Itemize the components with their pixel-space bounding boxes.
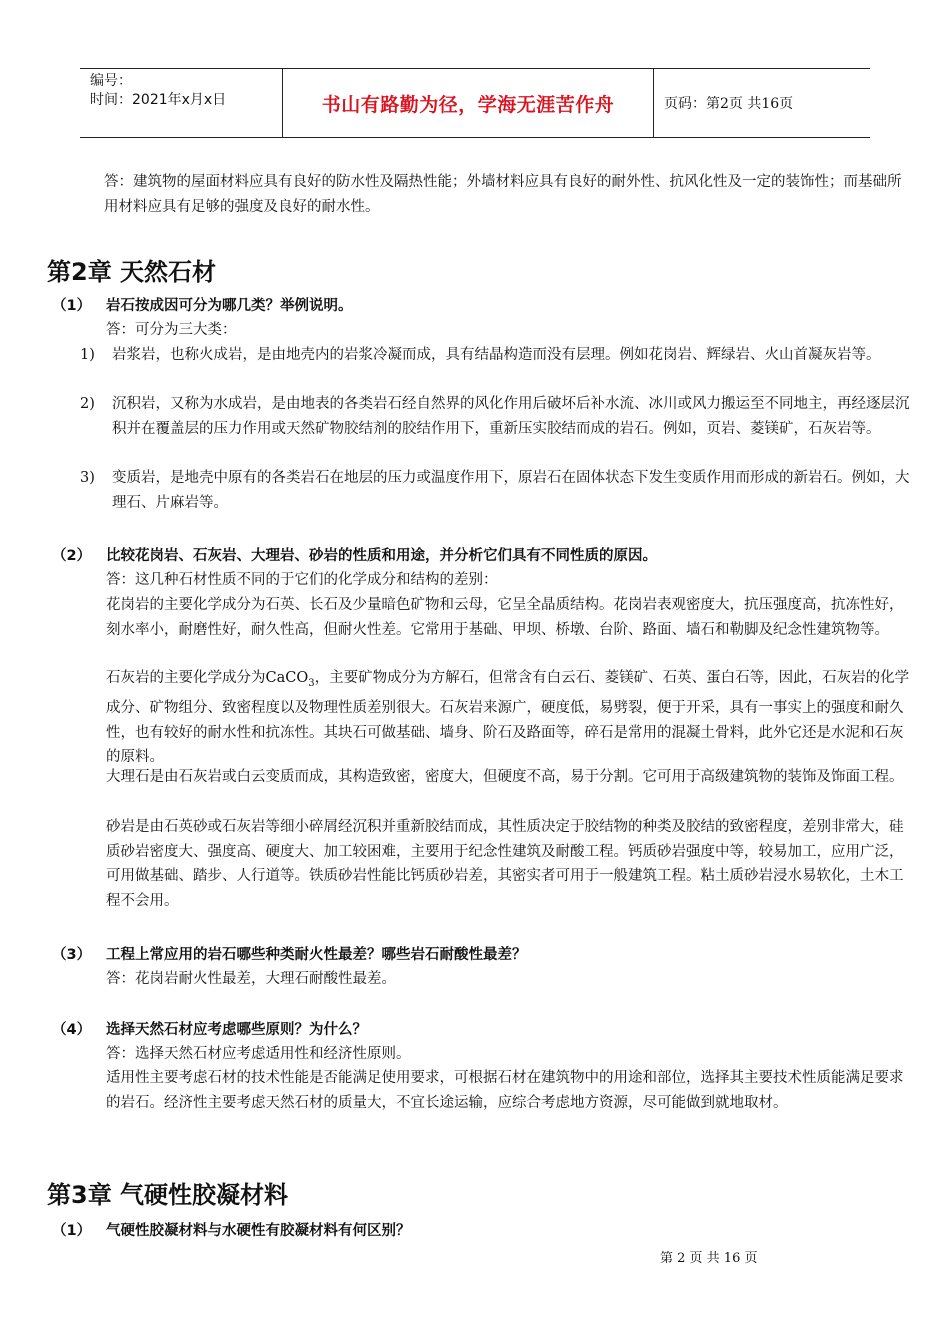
limestone-text-a: 石灰岩的主要化学成分为CaCO	[106, 670, 309, 686]
intro-answer: 答：建筑物的屋面材料应具有良好的防水性及隔热性能；外墙材料应具有良好的耐外性、抗风化性及一定的装饰性；而基础所用材料应具有足够的强度及良好的耐水性。	[104, 174, 902, 215]
question-2-2	[52, 544, 657, 565]
question-text: 比较花岗岩、石灰岩、大理岩、砂岩的性质和用途，并分析它们具有不同性质的原因。	[106, 548, 657, 564]
question-number: （1）	[52, 298, 92, 314]
question-2-3	[52, 943, 527, 964]
header-page-label: 页码：第2页 共16页	[664, 96, 794, 112]
marble-paragraph: 大理石是由石灰岩或白云变质而成，其构造致密，密度大，但硬度不高，易于分割。它可用于高级建筑物的装饰及饰面工程。	[106, 769, 904, 785]
chapter-2-title: 第2章 天然石材	[47, 258, 217, 286]
header-page-cell	[654, 69, 870, 137]
question-text: 选择天然石材应考虑哪些原则？为什么？	[106, 1022, 367, 1038]
question-2-1	[52, 294, 353, 315]
sandstone-paragraph: 砂岩是由石英砂或石灰岩等细小碎屑经沉积并重新胶结而成，其性质决定于胶结物的种类及胶结的致密程度，差别非常大，硅质砂岩密度大、强度高、硬度大、加工较困难，主要用于纪念性建筑及耐酸工程。钙质砂岩强度中等，较易加工，应用广泛，可用做基础、踏步、人行道等。铁质砂岩性能比钙质砂岩差，其密实者可用于一般建筑工程。粘土质砂岩浸水易软化，土木工程不会用。	[106, 819, 904, 909]
header-date-label: 时间：2021年x月x日	[90, 92, 227, 108]
page-header	[80, 68, 870, 138]
answer-intro: 答：可分为三大类：	[106, 322, 237, 338]
page-footer: 第 2 页 共 16 页	[660, 1251, 758, 1266]
question-number: （4）	[52, 1022, 92, 1038]
header-motto: 书山有路勤为径，学海无涯苦作舟	[321, 93, 615, 116]
answer-body: 适用性主要考虑石材的技术性能是否能满足使用要求，可根据石材在建筑物中的用途和部位，选择其主要技术性质能满足要求的岩石。经济性主要考虑天然石材的质量大，不宜长途运输，应综合考虑地方资源，尽可能做到就地取材。	[106, 1070, 904, 1111]
question-2-4	[52, 1018, 367, 1039]
question-number: （3）	[52, 947, 92, 963]
list-item-number: 3)	[80, 470, 95, 486]
limestone-subscript: 3	[308, 677, 315, 689]
question-3-1	[52, 1219, 411, 1240]
list-item-number: 2)	[80, 396, 95, 412]
header-motto-cell	[282, 69, 654, 137]
question-number: （2）	[52, 548, 92, 564]
list-item-text: 岩浆岩，也称火成岩，是由地壳内的岩浆冷凝而成，具有结晶构造而没有层理。例如花岗岩、辉绿岩、火山首凝灰岩等。	[112, 347, 881, 363]
list-item	[80, 466, 910, 515]
list-item	[80, 343, 910, 368]
list-item-number: 1)	[80, 347, 95, 363]
answer-intro: 答：这几种石材性质不同的于它们的化学成分和结构的差别：	[106, 572, 498, 588]
chapter-3-title: 第3章 气硬性胶凝材料	[47, 1181, 289, 1209]
list-item-text: 变质岩，是地壳中原有的各类岩石在地层的压力或温度作用下，原岩石在固体状态下发生变质作用而形成的新岩石。例如，大理石、片麻岩等。	[112, 470, 910, 511]
question-text: 岩石按成因可分为哪几类？举例说明。	[106, 298, 353, 314]
header-number-label: 编号：	[90, 73, 132, 89]
answer-text: 答：花岗岩耐火性最差，大理石耐酸性最差。	[106, 971, 396, 987]
header-meta	[80, 69, 282, 137]
granite-paragraph: 花岗岩的主要化学成分为石英、长石及少量暗色矿物和云母，它呈全晶质结构。花岗岩表观密度大，抗压强度高，抗冻性好，刻水率小，耐磨性好，耐久性高，但耐火性差。它常用于基础、甲坝、桥墩、台阶、路面、墙石和勒脚及纪念性建筑物等。	[106, 597, 904, 638]
limestone-text-b: ，主要矿物成分为方解石，但常含有白云石、菱镁矿、石英、蛋白石等，因此，石灰岩的化学成分、矿物组分、致密程度以及物理性质差别很大。石灰岩来源广，硬度低，易劈裂，便于开采，具有一事实上的强度和耐久性，也有较好的耐水性和抗冻性。其块石可做基础、墙身、阶石及路面等，碎石是常用的混凝土骨料，此外它还是水泥和石灰的原料。	[106, 670, 910, 766]
list-item	[80, 392, 910, 441]
question-number: （1）	[52, 1223, 92, 1239]
limestone-paragraph	[106, 666, 912, 770]
answer-intro: 答：选择天然石材应考虑适用性和经济性原则。	[106, 1046, 411, 1062]
list-item-text: 沉积岩，又称为水成岩，是由地表的各类岩石经自然界的风化作用后破坏后补水流、冰川或风力搬运至不同地主，再经逐层沉积并在覆盖层的压力作用或天然矿物胶结剂的胶结作用下，重新压实胶结而成的岩石。例如，页岩、菱镁矿，石灰岩等。	[112, 396, 910, 437]
question-text: 工程上常应用的岩石哪些种类耐火性最差？哪些岩石耐酸性最差？	[106, 947, 527, 963]
question-text: 气硬性胶凝材料与水硬性有胶凝材料有何区别？	[106, 1223, 411, 1239]
